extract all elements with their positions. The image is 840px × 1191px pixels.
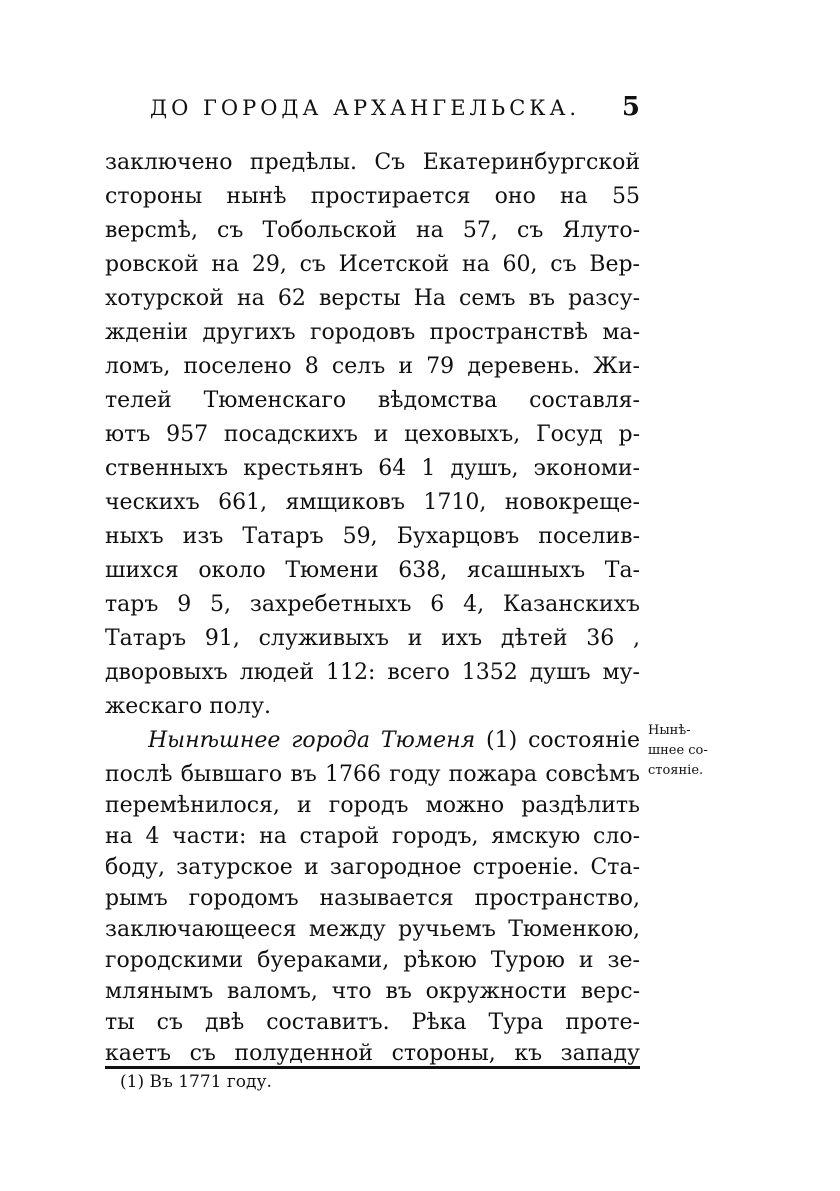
text-line: рымъ городомъ называется пространство, [105,886,640,911]
text-line: ты съ двѣ составитъ. Рѣка Тура проте- [105,1010,640,1035]
text-line: ческихъ 661, ямщиковъ 1710, новокреще- [105,490,640,515]
text-line: таръ 9 5, захребетныхъ 6 4, Казанскихъ [105,592,640,617]
text-line: шихся около Тюмени 638, ясашныхъ Та- [105,558,640,583]
lead-rest: (1) состояніе [475,728,640,753]
text-line: заключено предѣлы. Съ Екатеринбургской [105,150,640,175]
text-line: ныхъ изъ Татаръ 59, Бухарцовъ поселив- [105,524,640,549]
text-line: ломъ, поселено 8 селъ и 79 деревень. Жи- [105,354,640,379]
text-line: дворовыхъ людей 112: всего 1352 душъ му- [105,660,640,685]
margin-note-line: стояніе. [648,763,704,778]
margin-note-line: Нынѣ- [648,723,691,738]
italic-lead: Нынѣшнее города Тюменя [148,728,476,753]
text-line: ютъ 957 посадскихъ и цеховыхъ, Госуд р- [105,422,640,447]
text-line: боду, затурское и загородное строеніе. Ста- [105,855,640,880]
text-line: ровской на 29, съ Исетской на 60, съ Вер- [105,252,640,277]
text-line: жескаго полу. [105,694,272,719]
footnote: (1) Въ 1771 году. [120,1072,272,1092]
text-line: стороны нынѣ простирается оно на 55 [105,184,640,209]
text-line: Татаръ 91, служивыхъ и ихъ дѣтей 36 , [105,626,640,651]
text-line: заключающееся между ручьемъ Тюменкою, [105,917,640,942]
text-line: жденіи другихъ городовъ пространствѣ ма- [105,320,640,345]
text-line: на 4 части: на старой городъ, ямскую сло- [105,824,640,849]
running-title: ДО ГОРОДА АРХАНГЕЛЬСКА. [150,96,581,120]
page-number: 5 [621,92,640,122]
text-line: ственныхъ крестьянъ 64 1 душъ, экономи- [105,456,640,481]
text-line: городскими буераками, рѣкою Турою и зе- [105,948,640,973]
text-line: млянымъ валомъ, что въ окружности верс- [105,979,640,1004]
margin-note-line: шнее со- [648,743,708,758]
text-line: телей Тюменскаго вѣдомства составля- [105,388,640,413]
text-line: хотурской на 62 версты На семъ въ разсу- [105,286,640,311]
text-line: версmѣ, съ Тобольской на 57, съ Ялуто- [105,218,640,243]
text-line: послѣ бывшаго въ 1766 году пожара совсѣмъ [105,762,640,787]
text-line: перемѣнилося, и городъ можно раздѣлить [105,793,640,818]
text-line [148,724,640,758]
running-header [150,92,640,122]
text-line-last: каетъ съ полуденной стороны, къ западу [105,1041,640,1066]
